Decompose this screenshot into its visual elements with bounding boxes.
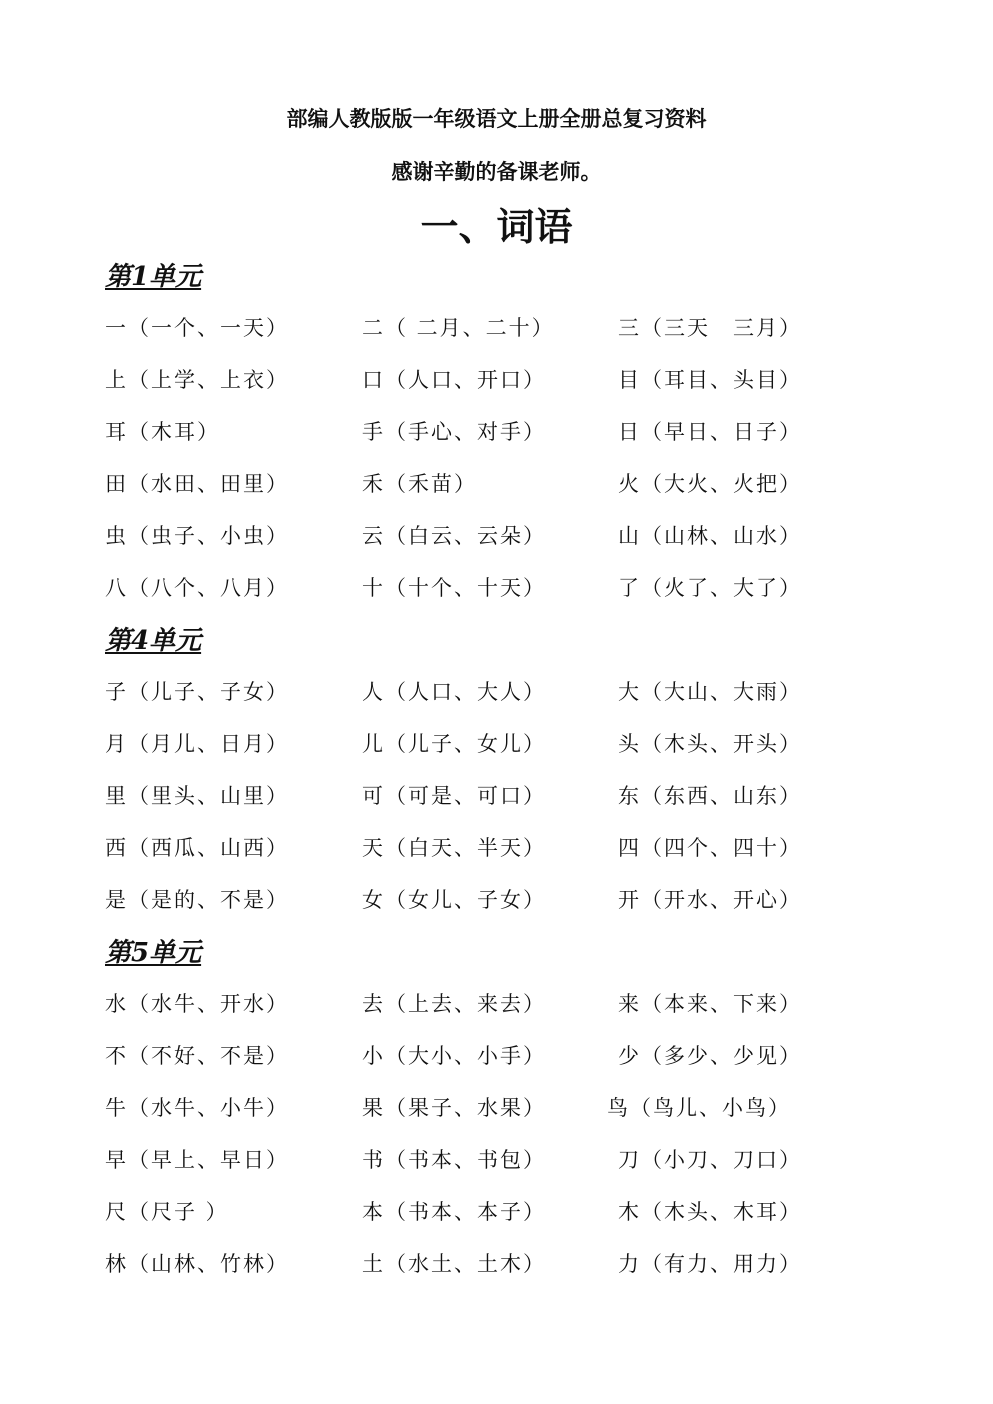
- word-entry: 本（书本、本子）: [362, 1200, 546, 1224]
- word-row: [0, 676, 993, 706]
- word-entry: 尺（尺子 ）: [105, 1200, 229, 1224]
- word-row: [0, 780, 993, 810]
- word-entry: 八（八个、八月）: [105, 576, 289, 600]
- word-entry: 开（开水、开心）: [618, 888, 802, 912]
- word-entry: 子（儿子、子女）: [105, 680, 289, 704]
- word-row: [0, 1092, 993, 1122]
- word-entry: 三（三天 三月）: [618, 316, 802, 340]
- word-entry: 果（果子、水果）: [362, 1096, 546, 1120]
- word-entry: 田（水田、田里）: [105, 472, 289, 496]
- word-row: [0, 884, 993, 914]
- word-entry: 火（大火、火把）: [618, 472, 802, 496]
- word-entry: 四（四个、四十）: [618, 836, 802, 860]
- word-entry: 里（里头、山里）: [105, 784, 289, 808]
- word-entry: 耳（木耳）: [105, 420, 220, 444]
- word-entry: 少（多少、少见）: [618, 1044, 802, 1068]
- word-entry: 鸟（鸟儿、小鸟）: [607, 1096, 791, 1120]
- word-entry: 上（上学、上衣）: [105, 368, 289, 392]
- word-entry: 不（不好、不是）: [105, 1044, 289, 1068]
- word-entry: 手（手心、对手）: [362, 420, 546, 444]
- unit-heading-4: 第4单元: [105, 626, 202, 656]
- word-entry: 禾（禾苗）: [362, 472, 477, 496]
- thanks-line: 感谢辛勤的备课老师。: [391, 159, 602, 184]
- word-entry: 了（火了、大了）: [618, 576, 802, 600]
- word-row: [0, 1040, 993, 1070]
- word-entry: 小（大小、小手）: [362, 1044, 546, 1068]
- word-entry: 去（上去、来去）: [362, 992, 546, 1016]
- word-entry: 口（人口、开口）: [362, 368, 546, 392]
- word-entry: 月（月儿、日月）: [105, 732, 289, 756]
- word-entry: 一（一个、一天）: [105, 316, 289, 340]
- word-entry: 虫（虫子、小虫）: [105, 524, 289, 548]
- word-entry: 土（水土、土木）: [362, 1252, 546, 1276]
- word-entry: 牛（水牛、小牛）: [105, 1096, 289, 1120]
- word-entry: 天（白天、半天）: [362, 836, 546, 860]
- word-entry: 二（ 二月、二十）: [362, 316, 555, 340]
- unit-heading-5: 第5单元: [105, 938, 202, 968]
- word-entry: 书（书本、书包）: [362, 1148, 546, 1172]
- word-row: [0, 1196, 993, 1226]
- word-entry: 林（山林、竹林）: [105, 1252, 289, 1276]
- word-row: [0, 728, 993, 758]
- word-entry: 是（是的、不是）: [105, 888, 289, 912]
- word-entry: 可（可是、可口）: [362, 784, 546, 808]
- word-entry: 木（木头、木耳）: [618, 1200, 802, 1224]
- word-row: [0, 1248, 993, 1278]
- word-entry: 人（人口、大人）: [362, 680, 546, 704]
- word-entry: 刀（小刀、刀口）: [618, 1148, 802, 1172]
- word-entry: 云（白云、云朵）: [362, 524, 546, 548]
- word-entry: 山（山林、山水）: [618, 524, 802, 548]
- word-row: [0, 988, 993, 1018]
- word-row: [0, 416, 993, 446]
- word-entry: 大（大山、大雨）: [618, 680, 802, 704]
- word-entry: 目（耳目、头目）: [618, 368, 802, 392]
- word-entry: 东（东西、山东）: [618, 784, 802, 808]
- word-row: [0, 468, 993, 498]
- word-entry: 西（西瓜、山西）: [105, 836, 289, 860]
- word-entry: 早（早上、早日）: [105, 1148, 289, 1172]
- word-entry: 来（本来、下来）: [618, 992, 802, 1016]
- section-title: 一、词语: [420, 204, 573, 249]
- word-row: [0, 832, 993, 862]
- word-entry: 儿（儿子、女儿）: [362, 732, 546, 756]
- word-entry: 水（水牛、开水）: [105, 992, 289, 1016]
- word-entry: 头（木头、开头）: [618, 732, 802, 756]
- word-row: [0, 364, 993, 394]
- word-entry: 力（有力、用力）: [618, 1252, 802, 1276]
- word-entry: 女（女儿、子女）: [362, 888, 546, 912]
- word-row: [0, 520, 993, 550]
- unit-heading-1: 第1单元: [105, 262, 202, 292]
- word-row: [0, 312, 993, 342]
- word-entry: 日（早日、日子）: [618, 420, 802, 444]
- document-title: 部编人教版版一年级语文上册全册总复习资料: [286, 106, 707, 131]
- word-row: [0, 1144, 993, 1174]
- word-row: [0, 572, 993, 602]
- word-entry: 十（十个、十天）: [362, 576, 546, 600]
